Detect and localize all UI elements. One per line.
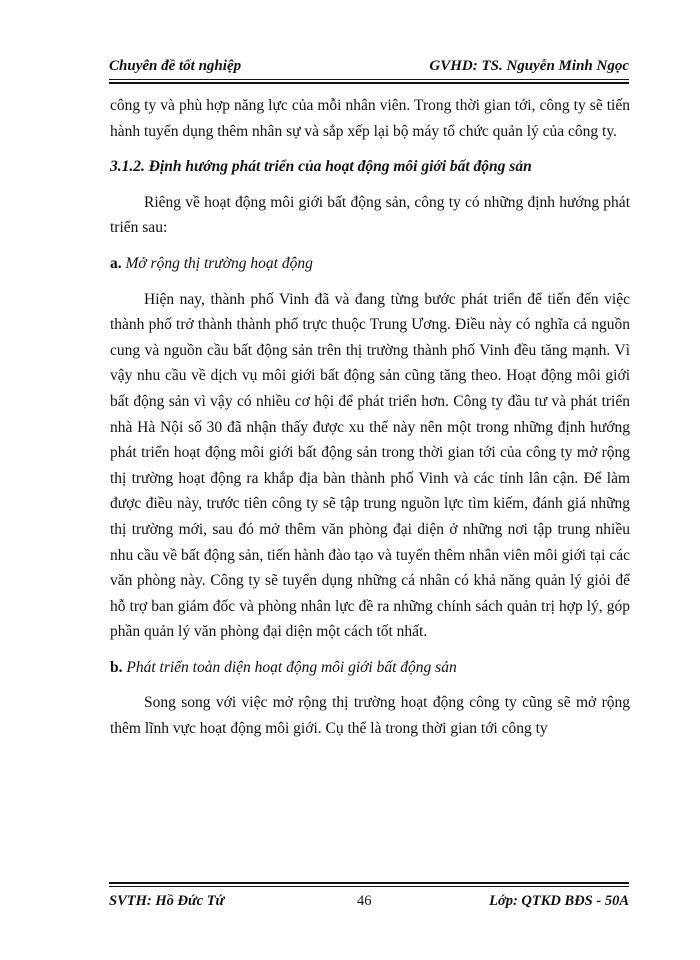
header-rule-thin: [109, 79, 629, 80]
subsection-a-label: a.: [110, 254, 122, 272]
header-supervisor: GVHD: TS. Nguyễn Minh Ngọc: [429, 58, 629, 74]
subsection-b-heading: [110, 655, 630, 681]
subsection-b-paragraph: Song song với việc mở rộng thị trường hoạt động công ty cũng sẽ mở rộng thêm lĩnh vực hoạt động môi giới. Cụ thể là trong thời gian tới công ty: [110, 694, 630, 738]
page-number: 46: [357, 893, 372, 909]
page-header: [109, 54, 629, 78]
page-footer: [109, 890, 629, 912]
intro-paragraph: công ty và phù hợp năng lực của mỗi nhân viên. Trong thời gian tới, công ty sẽ tiến hành tuyển dụng thêm nhân sự và sắp xếp lại bộ máy tổ chức quản lý của công ty.: [110, 97, 630, 140]
header-thesis-title: Chuyên đề tốt nghiệp: [109, 58, 242, 74]
section-intro-paragraph: Riêng về hoạt động môi giới bất động sản, công ty có những định hướng phát triển sau:: [110, 193, 630, 237]
subsection-a-heading: [110, 251, 630, 277]
subsection-a-title: Mở rộng thị trường hoạt động: [125, 254, 313, 272]
page-body: [110, 93, 630, 742]
subsection-b-label: b.: [110, 658, 123, 676]
header-rule-thick: [109, 82, 629, 84]
footer-class: Lớp: QTKD BĐS - 50A: [489, 893, 629, 909]
footer-rule-thin: [109, 886, 629, 887]
footer-rule-thick: [109, 882, 629, 884]
subsection-b-title: Phát triển toàn diện hoạt động môi giới bất động sản: [126, 658, 457, 676]
footer-student: SVTH: Hồ Đức Tứ: [109, 893, 225, 909]
subsection-a-paragraph: Hiện nay, thành phố Vinh đã và đang từng bước phát triển để tiến đến việc thành phố trở thành thành phố trực thuộc Trung Ương. Điều này có nghĩa cả nguồn cung và nguồn cầu bất động sản trên thị trường thành phố Vinh đều tăng mạnh. Vì vậy nhu cầu về dịch vụ môi giới bất động sản cũng tăng theo. Hoạt động môi giới bất động sản vì vậy có nhiều cơ hội để phát triển hơn. Công ty đầu tư và phát triển nhà Hà Nội số 30 đã nhận thấy được xu thế này nên một trong những định hướng phát triển hoạt động môi giới bất động sản trong thời gian tới của công ty mở rộng thị trường hoạt động ra khắp địa bàn thành phố Vinh và các tỉnh lân cận. Để làm được điều này, trước tiên công ty sẽ tập trung nguồn lực tìm kiếm, đánh giá những thị trường mới, sau đó mở thêm văn phòng đại diện ở những nơi tập trung nhiều nhu cầu về bất động sản, tiến hành đào tạo và tuyển thêm nhân viên môi giới tại các văn phòng này. Công ty sẽ tuyển dụng những cá nhân có khả năng quản lý giỏi để hỗ trợ ban giám đốc và phòng nhân lực đề ra những chính sách quản trị hợp lý, góp phần quản lý văn phòng đại diện một cách tốt nhất.: [110, 290, 630, 641]
section-heading: 3.1.2. Định hướng phát triển của hoạt động môi giới bất động sản: [110, 158, 532, 176]
